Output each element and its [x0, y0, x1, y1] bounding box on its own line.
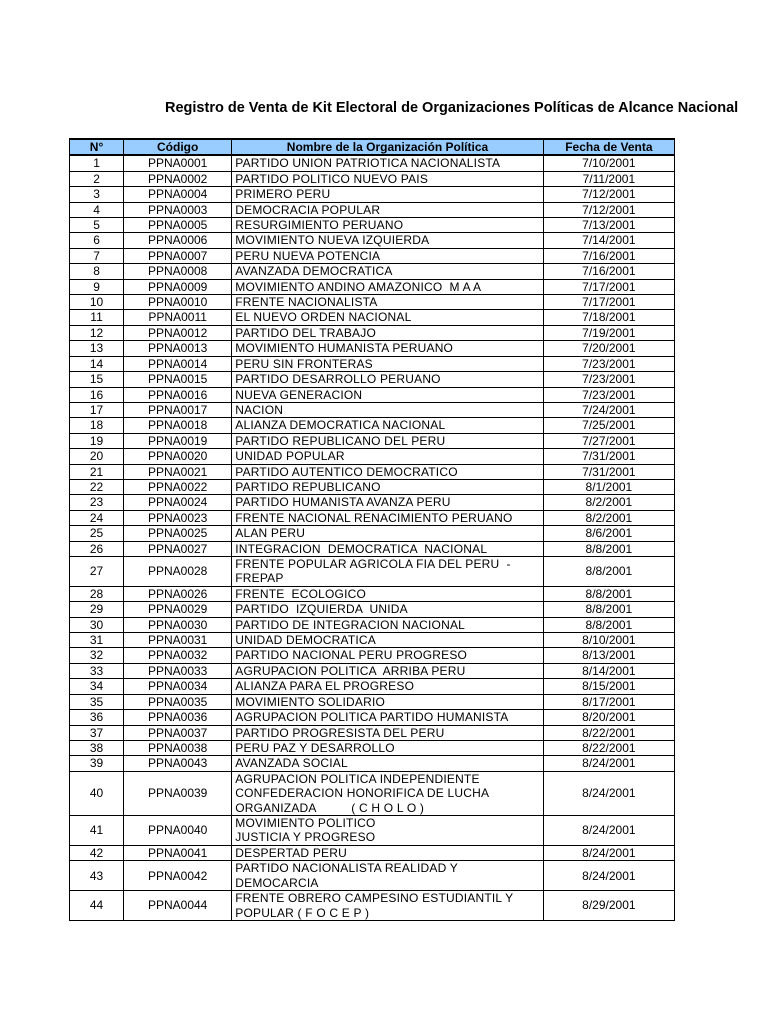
table-row [70, 541, 675, 556]
organization-name-line: FRENTE NACIONAL RENACIMIENTO PERUANO [235, 510, 513, 525]
organization-name-line: ALIANZA DEMOCRATICA NACIONAL [235, 418, 446, 433]
row-code: PPNA0035 [124, 694, 232, 709]
row-number: 26 [70, 541, 124, 556]
row-number: 22 [70, 479, 124, 494]
organization-name-line: JUSTICIA Y PROGRESO [235, 830, 376, 845]
row-number: 5 [70, 218, 124, 233]
row-organization-name [232, 891, 544, 921]
row-sale-date: 7/17/2001 [543, 295, 674, 310]
organization-name-line: AGRUPACION POLITICA PARTIDO HUMANISTA [235, 710, 509, 725]
organization-name-line: PARTIDO NACIONAL PERU PROGRESO [235, 648, 468, 663]
row-organization-name [232, 586, 544, 601]
row-code: PPNA0006 [124, 233, 232, 248]
table-row [70, 816, 675, 846]
row-code: PPNA0016 [124, 387, 232, 402]
row-sale-date: 7/13/2001 [543, 218, 674, 233]
row-number: 1 [70, 155, 124, 171]
header-organization-name: Nombre de la Organización Política [232, 139, 544, 155]
row-code: PPNA0030 [124, 617, 232, 632]
organization-name-line: MOVIMIENTO NUEVA IZQUIERDA [235, 233, 430, 248]
row-organization-name [232, 171, 544, 186]
table-row [70, 510, 675, 525]
row-sale-date: 7/16/2001 [543, 248, 674, 263]
row-number: 28 [70, 586, 124, 601]
row-organization-name [232, 479, 544, 494]
table-row [70, 325, 675, 340]
row-code: PPNA0014 [124, 356, 232, 371]
row-number: 40 [70, 771, 124, 815]
table-row [70, 356, 675, 371]
organization-name-line: UNIDAD POPULAR [235, 449, 345, 464]
row-number: 13 [70, 341, 124, 356]
table-row [70, 433, 675, 448]
table-row [70, 264, 675, 279]
row-organization-name [232, 155, 544, 171]
row-code: PPNA0034 [124, 679, 232, 694]
row-organization-name [232, 663, 544, 678]
row-number: 38 [70, 740, 124, 755]
organization-name-line: PRIMERO PERU [235, 187, 331, 202]
organization-name-line: FRENTE ECOLOGICO [235, 586, 366, 601]
row-code: PPNA0032 [124, 648, 232, 663]
table-row [70, 449, 675, 464]
row-number: 15 [70, 372, 124, 387]
header-sale-date: Fecha de Venta [543, 139, 674, 155]
row-organization-name [232, 464, 544, 479]
row-number: 3 [70, 187, 124, 202]
row-code: PPNA0023 [124, 510, 232, 525]
row-organization-name [232, 372, 544, 387]
row-sale-date: 8/22/2001 [543, 740, 674, 755]
row-sale-date: 8/8/2001 [543, 602, 674, 617]
organization-name-line: PERU SIN FRONTERAS [235, 356, 373, 371]
row-number: 18 [70, 418, 124, 433]
organization-name-line: FRENTE NACIONALISTA [235, 295, 378, 310]
row-organization-name [232, 418, 544, 433]
organization-name-line: INTEGRACION DEMOCRATICA NACIONAL [235, 541, 488, 556]
row-sale-date: 7/17/2001 [543, 279, 674, 294]
row-organization-name [232, 402, 544, 417]
header-code: Código [124, 139, 232, 155]
table-row [70, 663, 675, 678]
row-sale-date: 7/25/2001 [543, 418, 674, 433]
row-sale-date: 7/16/2001 [543, 264, 674, 279]
organization-name-line: PARTIDO DESARROLLO PERUANO [235, 372, 441, 387]
row-organization-name [232, 756, 544, 771]
row-number: 14 [70, 356, 124, 371]
row-organization-name [232, 694, 544, 709]
row-number: 29 [70, 602, 124, 617]
row-number: 43 [70, 861, 124, 891]
row-code: PPNA0031 [124, 633, 232, 648]
row-organization-name [232, 556, 544, 586]
row-number: 31 [70, 633, 124, 648]
table-row [70, 479, 675, 494]
organization-name-line: ORGANIZADA ( C H O L O ) [235, 800, 425, 815]
row-sale-date: 8/2/2001 [543, 510, 674, 525]
organization-name-line: CONFEDERACION HONORIFICA DE LUCHA [235, 786, 490, 801]
row-sale-date: 7/10/2001 [543, 155, 674, 171]
table-body [70, 155, 675, 920]
row-number: 6 [70, 233, 124, 248]
table-row [70, 248, 675, 263]
row-number: 33 [70, 663, 124, 678]
organization-name-line: FRENTE OBRERO CAMPESINO ESTUDIANTIL Y [235, 891, 514, 906]
row-number: 11 [70, 310, 124, 325]
table-row [70, 387, 675, 402]
row-number: 42 [70, 845, 124, 860]
organization-name-line: ALIANZA PARA EL PROGRESO [235, 679, 415, 694]
organization-name-line: ALAN PERU [235, 526, 306, 541]
organization-name-line: EL NUEVO ORDEN NACIONAL [235, 310, 412, 325]
row-organization-name [232, 202, 544, 217]
table-row [70, 710, 675, 725]
organization-name-line: PARTIDO PROGRESISTA DEL PERU [235, 725, 445, 740]
row-organization-name [232, 356, 544, 371]
row-code: PPNA0015 [124, 372, 232, 387]
row-code: PPNA0041 [124, 845, 232, 860]
row-code: PPNA0039 [124, 771, 232, 815]
row-sale-date: 8/8/2001 [543, 541, 674, 556]
organization-name-line: FREPAP [235, 571, 284, 586]
row-code: PPNA0037 [124, 725, 232, 740]
row-number: 32 [70, 648, 124, 663]
row-organization-name [232, 187, 544, 202]
row-organization-name [232, 816, 544, 846]
table-row [70, 279, 675, 294]
row-code: PPNA0020 [124, 449, 232, 464]
row-sale-date: 8/1/2001 [543, 479, 674, 494]
organization-name-line: DEMOCARCIA [235, 875, 319, 890]
row-code: PPNA0017 [124, 402, 232, 417]
row-organization-name [232, 310, 544, 325]
row-code: PPNA0004 [124, 187, 232, 202]
row-organization-name [232, 279, 544, 294]
row-code: PPNA0011 [124, 310, 232, 325]
row-code: PPNA0008 [124, 264, 232, 279]
row-number: 7 [70, 248, 124, 263]
row-number: 30 [70, 617, 124, 632]
row-number: 20 [70, 449, 124, 464]
row-number: 17 [70, 402, 124, 417]
row-code: PPNA0025 [124, 526, 232, 541]
row-code: PPNA0038 [124, 740, 232, 755]
table-row [70, 187, 675, 202]
row-code: PPNA0005 [124, 218, 232, 233]
row-sale-date: 7/31/2001 [543, 464, 674, 479]
row-code: PPNA0022 [124, 479, 232, 494]
row-organization-name [232, 433, 544, 448]
row-code: PPNA0010 [124, 295, 232, 310]
row-sale-date: 8/8/2001 [543, 617, 674, 632]
registry-table [69, 138, 675, 921]
row-sale-date: 7/31/2001 [543, 449, 674, 464]
table-row [70, 602, 675, 617]
row-code: PPNA0001 [124, 155, 232, 171]
table-row [70, 617, 675, 632]
row-code: PPNA0007 [124, 248, 232, 263]
row-number: 36 [70, 710, 124, 725]
row-sale-date: 7/14/2001 [543, 233, 674, 248]
row-sale-date: 8/8/2001 [543, 556, 674, 586]
row-sale-date: 8/24/2001 [543, 756, 674, 771]
row-sale-date: 7/19/2001 [543, 325, 674, 340]
table-row [70, 861, 675, 891]
row-code: PPNA0018 [124, 418, 232, 433]
organization-name-line: DESPERTAD PERU [235, 845, 347, 860]
table-row [70, 633, 675, 648]
organization-name-line: UNIDAD DEMOCRATICA [235, 633, 376, 648]
page-title: Registro de Venta de Kit Electoral de Organizaciones Políticas de Alcance Nacional [165, 100, 739, 116]
table-row [70, 694, 675, 709]
row-sale-date: 7/24/2001 [543, 402, 674, 417]
row-code: PPNA0024 [124, 495, 232, 510]
row-sale-date: 7/12/2001 [543, 202, 674, 217]
row-organization-name [232, 295, 544, 310]
row-number: 39 [70, 756, 124, 771]
table-row [70, 295, 675, 310]
row-code: PPNA0040 [124, 816, 232, 846]
table-row [70, 679, 675, 694]
row-code: PPNA0012 [124, 325, 232, 340]
table-row [70, 464, 675, 479]
organization-name-line: DEMOCRACIA POPULAR [235, 202, 381, 217]
row-sale-date: 8/29/2001 [543, 891, 674, 921]
row-organization-name [232, 341, 544, 356]
row-number: 19 [70, 433, 124, 448]
row-number: 23 [70, 495, 124, 510]
row-sale-date: 8/20/2001 [543, 710, 674, 725]
row-sale-date: 7/23/2001 [543, 372, 674, 387]
row-organization-name [232, 218, 544, 233]
row-number: 8 [70, 264, 124, 279]
organization-name-line: PARTIDO POLITICO NUEVO PAIS [235, 171, 429, 186]
organization-name-line: PARTIDO DEL TRABAJO [235, 325, 376, 340]
organization-name-line: MOVIMIENTO POLITICO [235, 816, 376, 831]
row-code: PPNA0042 [124, 861, 232, 891]
row-code: PPNA0002 [124, 171, 232, 186]
row-sale-date: 8/14/2001 [543, 663, 674, 678]
table-row [70, 418, 675, 433]
row-sale-date: 8/15/2001 [543, 679, 674, 694]
row-number: 4 [70, 202, 124, 217]
organization-name-line: MOVIMIENTO ANDINO AMAZONICO M A A [235, 279, 482, 294]
row-code: PPNA0043 [124, 756, 232, 771]
row-organization-name [232, 710, 544, 725]
organization-name-line: PARTIDO IZQUIERDA UNIDA [235, 602, 408, 617]
row-code: PPNA0009 [124, 279, 232, 294]
row-organization-name [232, 679, 544, 694]
row-organization-name [232, 845, 544, 860]
row-code: PPNA0027 [124, 541, 232, 556]
row-sale-date: 8/6/2001 [543, 526, 674, 541]
table-row [70, 740, 675, 755]
row-code: PPNA0028 [124, 556, 232, 586]
row-number: 9 [70, 279, 124, 294]
organization-name-line: AGRUPACION POLITICA ARRIBA PERU [235, 663, 466, 678]
row-code: PPNA0044 [124, 891, 232, 921]
row-sale-date: 8/24/2001 [543, 771, 674, 815]
row-sale-date: 8/17/2001 [543, 694, 674, 709]
row-number: 34 [70, 679, 124, 694]
table-row [70, 526, 675, 541]
row-number: 16 [70, 387, 124, 402]
row-sale-date: 7/18/2001 [543, 310, 674, 325]
row-code: PPNA0036 [124, 710, 232, 725]
row-sale-date: 8/10/2001 [543, 633, 674, 648]
organization-name-line: PARTIDO REPUBLICANO [235, 479, 381, 494]
row-organization-name [232, 771, 544, 815]
row-organization-name [232, 510, 544, 525]
organization-name-line: NUEVA GENERACION [235, 387, 363, 402]
table-row [70, 372, 675, 387]
organization-name-line: PARTIDO DE INTEGRACION NACIONAL [235, 617, 466, 632]
organization-name-line: PERU NUEVA POTENCIA [235, 248, 381, 263]
row-number: 27 [70, 556, 124, 586]
organization-name-line: AVANZADA DEMOCRATICA [235, 264, 393, 279]
table-row [70, 771, 675, 815]
row-sale-date: 7/27/2001 [543, 433, 674, 448]
organization-name-line: MOVIMIENTO SOLIDARIO [235, 694, 386, 709]
organization-name-line: POPULAR ( F O C E P ) [235, 905, 370, 920]
table-row [70, 233, 675, 248]
row-number: 10 [70, 295, 124, 310]
row-organization-name [232, 725, 544, 740]
row-code: PPNA0029 [124, 602, 232, 617]
table-row [70, 218, 675, 233]
row-organization-name [232, 449, 544, 464]
row-organization-name [232, 602, 544, 617]
row-organization-name [232, 541, 544, 556]
row-organization-name [232, 617, 544, 632]
row-organization-name [232, 633, 544, 648]
row-sale-date: 8/13/2001 [543, 648, 674, 663]
row-sale-date: 7/23/2001 [543, 387, 674, 402]
organization-name-line: PERU PAZ Y DESARROLLO [235, 740, 395, 755]
row-organization-name [232, 233, 544, 248]
table-header-row [70, 139, 675, 155]
table-row [70, 556, 675, 586]
row-number: 25 [70, 526, 124, 541]
row-code: PPNA0003 [124, 202, 232, 217]
row-sale-date: 8/24/2001 [543, 845, 674, 860]
table-row [70, 756, 675, 771]
row-organization-name [232, 861, 544, 891]
row-sale-date: 7/23/2001 [543, 356, 674, 371]
row-organization-name [232, 325, 544, 340]
row-organization-name [232, 648, 544, 663]
row-code: PPNA0019 [124, 433, 232, 448]
organization-name-line: PARTIDO AUTENTICO DEMOCRATICO [235, 464, 458, 479]
row-code: PPNA0026 [124, 586, 232, 601]
row-sale-date: 7/20/2001 [543, 341, 674, 356]
row-code: PPNA0021 [124, 464, 232, 479]
row-organization-name [232, 248, 544, 263]
organization-name-line: NACION [235, 402, 284, 417]
row-organization-name [232, 526, 544, 541]
table-row [70, 402, 675, 417]
table-row [70, 648, 675, 663]
row-organization-name [232, 387, 544, 402]
table-row [70, 341, 675, 356]
row-code: PPNA0013 [124, 341, 232, 356]
table-row [70, 495, 675, 510]
row-organization-name [232, 264, 544, 279]
row-organization-name [232, 740, 544, 755]
table-row [70, 891, 675, 921]
row-number: 12 [70, 325, 124, 340]
organization-name-line: FRENTE POPULAR AGRICOLA FIA DEL PERU - [235, 557, 511, 571]
row-sale-date: 8/2/2001 [543, 495, 674, 510]
row-sale-date: 8/24/2001 [543, 861, 674, 891]
table-row [70, 155, 675, 171]
row-number: 21 [70, 464, 124, 479]
table-row [70, 171, 675, 186]
organization-name-line: MOVIMIENTO HUMANISTA PERUANO [235, 341, 454, 356]
row-number: 37 [70, 725, 124, 740]
table-row [70, 845, 675, 860]
table-row [70, 310, 675, 325]
row-number: 41 [70, 816, 124, 846]
row-sale-date: 7/12/2001 [543, 187, 674, 202]
row-organization-name [232, 495, 544, 510]
row-sale-date: 8/22/2001 [543, 725, 674, 740]
table-row [70, 586, 675, 601]
header-number: N° [70, 139, 124, 155]
table-row [70, 725, 675, 740]
organization-name-line: PARTIDO HUMANISTA AVANZA PERU [235, 495, 451, 510]
organization-name-line: AVANZADA SOCIAL [235, 756, 348, 771]
row-code: PPNA0033 [124, 663, 232, 678]
row-sale-date: 8/8/2001 [543, 586, 674, 601]
row-number: 35 [70, 694, 124, 709]
row-sale-date: 8/24/2001 [543, 816, 674, 846]
organization-name-line: AGRUPACION POLITICA INDEPENDIENTE [235, 771, 480, 786]
row-number: 44 [70, 891, 124, 921]
organization-name-line: PARTIDO REPUBLICANO DEL PERU [235, 433, 446, 448]
organization-name-line: PARTIDO UNION PATRIOTICA NACIONALISTA [235, 156, 501, 171]
organization-name-line: PARTIDO NACIONALISTA REALIDAD Y [235, 861, 458, 876]
organization-name-line: RESURGIMIENTO PERUANO [235, 218, 404, 233]
table-row [70, 202, 675, 217]
row-sale-date: 7/11/2001 [543, 171, 674, 186]
row-number: 24 [70, 510, 124, 525]
row-number: 2 [70, 171, 124, 186]
